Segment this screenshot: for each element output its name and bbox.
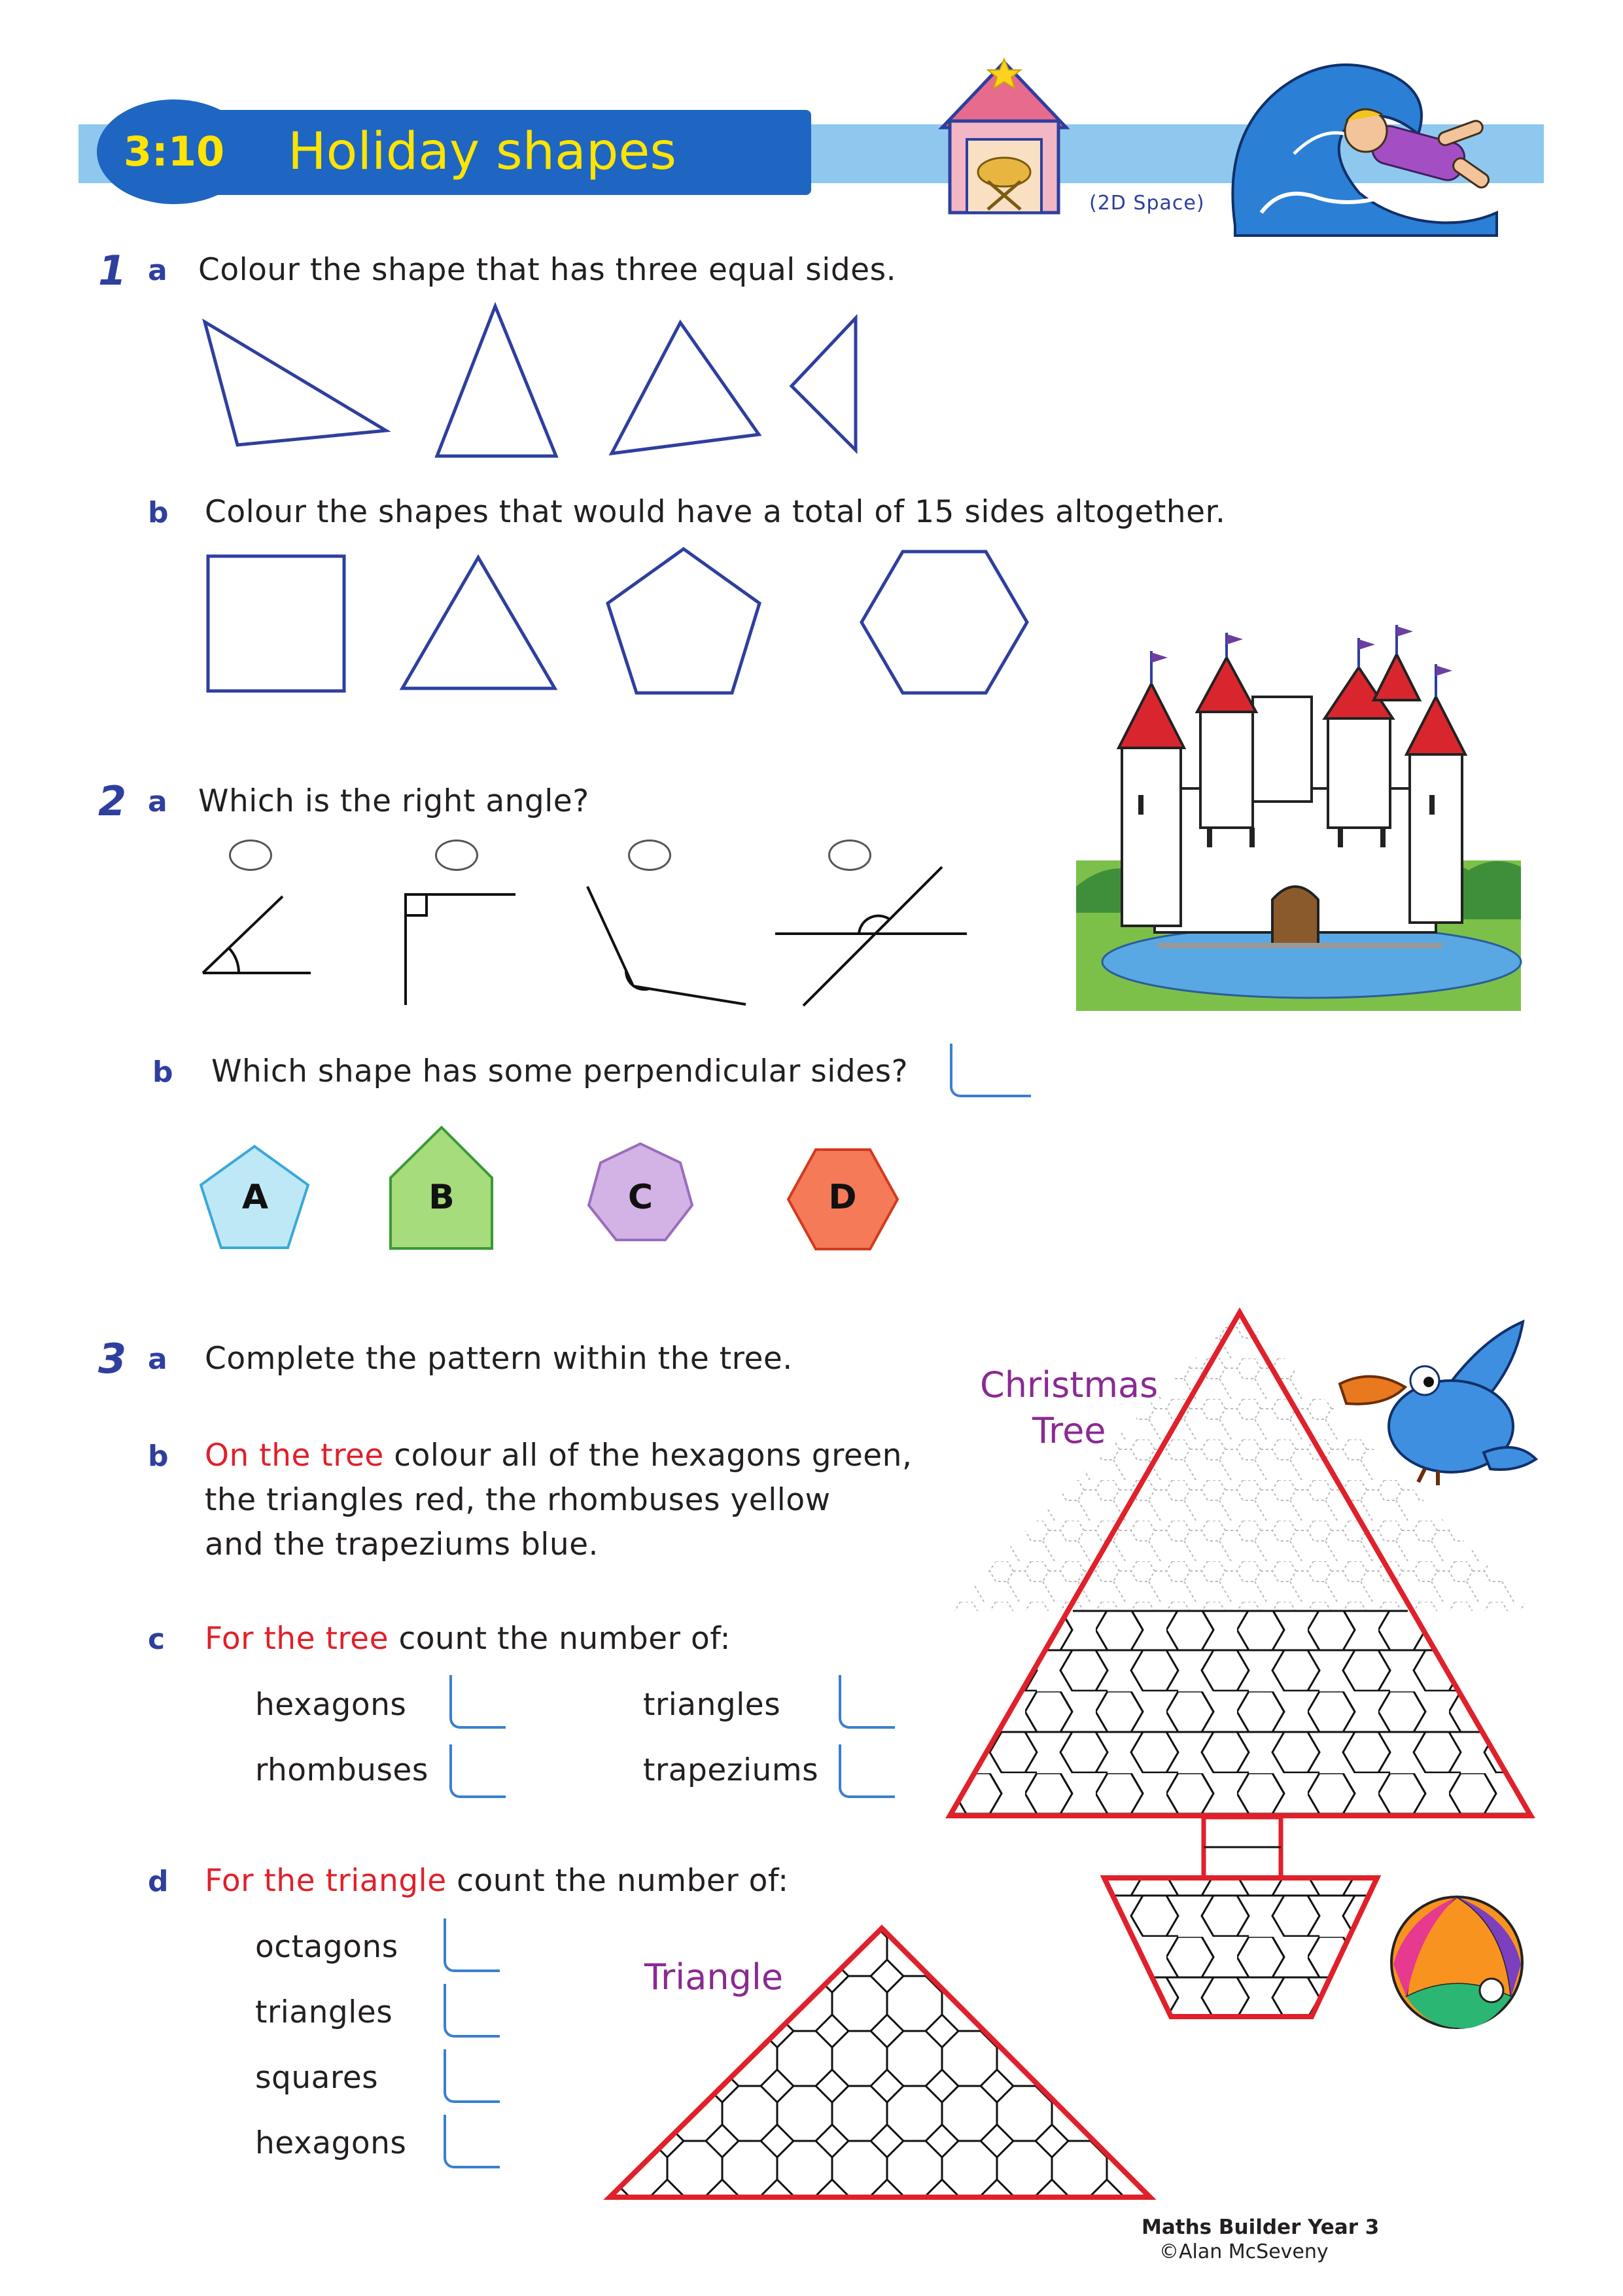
q2a-letter: a bbox=[148, 785, 167, 819]
q2b-letter: b bbox=[152, 1055, 173, 1089]
question-3-number: 3 bbox=[98, 1335, 127, 1383]
tree-label-line-1: Christmas bbox=[980, 1364, 1159, 1405]
lesson-number: 3:10 bbox=[123, 128, 225, 175]
q3c-item-trapeziums: trapeziums bbox=[643, 1752, 819, 1788]
q3c-highlight: For the tree bbox=[205, 1621, 389, 1657]
q2b-text: Which shape has some perpendicular sides? bbox=[211, 1053, 909, 1089]
q3c-item-triangles: triangles bbox=[643, 1687, 781, 1723]
q3b-line-3: and the trapeziums blue. bbox=[205, 1527, 599, 1563]
q3a-text: Complete the pattern within the tree. bbox=[205, 1341, 793, 1377]
q3c-item-rhombuses: rhombuses bbox=[255, 1752, 428, 1788]
shape-d-label: D bbox=[828, 1178, 857, 1217]
q3b-line-2: the triangles red, the rhombuses yellow bbox=[205, 1482, 831, 1518]
q2a-text: Which is the right angle? bbox=[198, 783, 589, 819]
q3c-letter: c bbox=[148, 1623, 166, 1656]
tree-label-line-2: Tree bbox=[1032, 1410, 1106, 1451]
shape-c-label: C bbox=[627, 1178, 654, 1217]
q3d-item-octagons: octagons bbox=[255, 1929, 398, 1965]
q3b-highlight: On the tree bbox=[205, 1438, 384, 1474]
q1a-text: Colour the shape that has three equal sides. bbox=[198, 252, 897, 288]
q3a-letter: a bbox=[148, 1343, 167, 1376]
q3c-prompt-rest: count the number of: bbox=[389, 1621, 731, 1657]
q1b-letter: b bbox=[148, 496, 169, 529]
q3d-item-hexagons: hexagons bbox=[255, 2125, 407, 2161]
q1a-letter: a bbox=[148, 254, 167, 287]
q3d-item-squares: squares bbox=[255, 2060, 379, 2096]
strand-label: (2D Space) bbox=[1089, 192, 1205, 215]
question-2-number: 2 bbox=[98, 777, 127, 825]
q3d-highlight: For the triangle bbox=[205, 1863, 447, 1899]
q1b-text: Colour the shapes that would have a total of 15 sides altogether. bbox=[205, 494, 1226, 530]
footer-copyright: ©Alan McSeveny bbox=[1159, 2240, 1329, 2263]
q3b-letter: b bbox=[148, 1439, 169, 1473]
footer-book-title: Maths Builder Year 3 bbox=[1142, 2216, 1380, 2239]
q3d-prompt-rest: count the number of: bbox=[446, 1863, 789, 1899]
page-title: Holiday shapes bbox=[288, 122, 676, 181]
question-1-number: 1 bbox=[98, 247, 127, 294]
q3c-item-hexagons: hexagons bbox=[255, 1687, 407, 1723]
q3d-item-triangles: triangles bbox=[255, 1994, 393, 2030]
q3d-letter: d bbox=[148, 1865, 169, 1898]
shape-b-label: B bbox=[428, 1178, 455, 1217]
triangle-label: Triangle bbox=[644, 1956, 784, 1998]
q3b-line-1-rest: colour all of the hexagons green, bbox=[383, 1438, 913, 1474]
shape-a-label: A bbox=[241, 1178, 269, 1217]
